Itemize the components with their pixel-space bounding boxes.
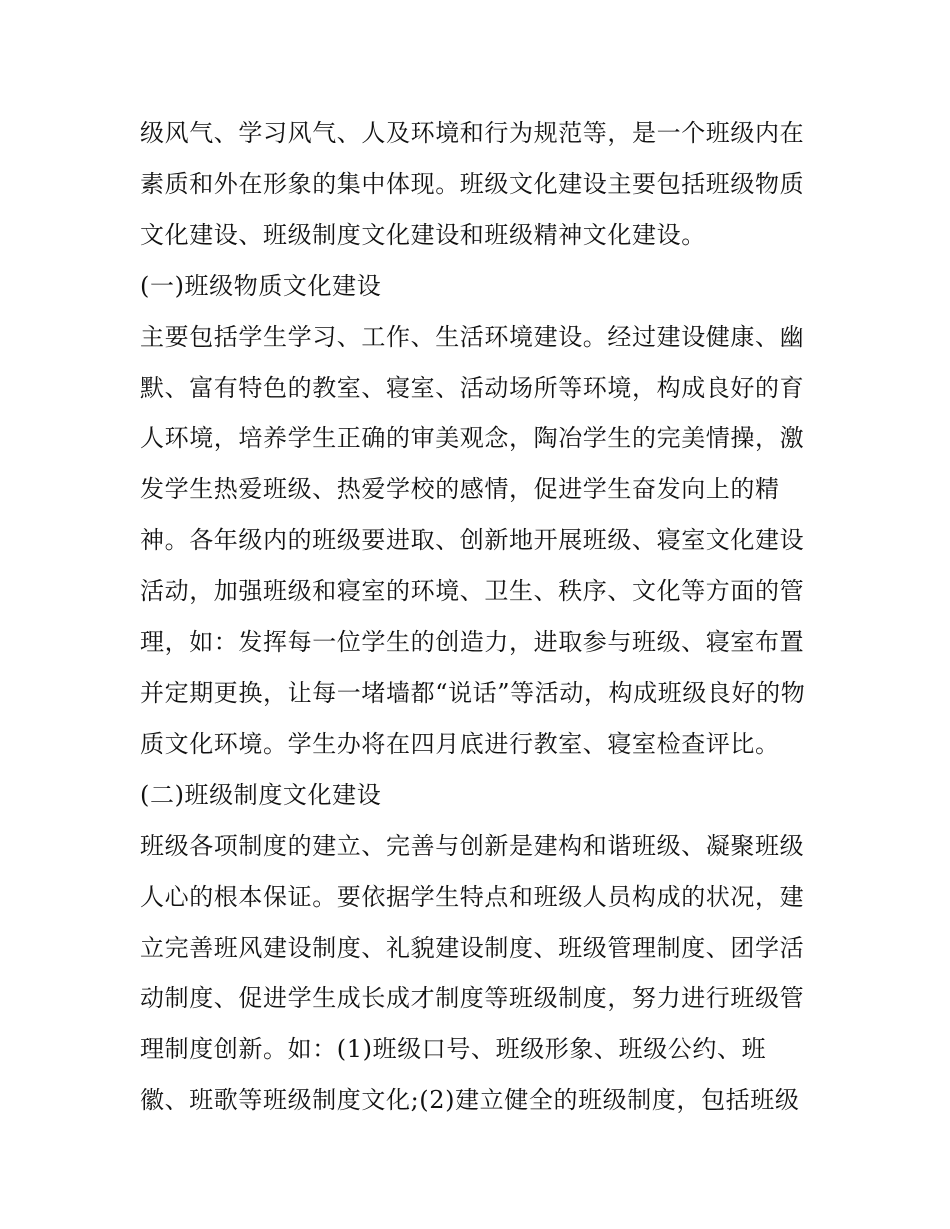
text-line: 立完善班风建设制度、礼貌建设制度、班级管理制度、团学活 <box>140 933 805 962</box>
text-line: 主要包括学生学习、工作、生活环境建设。经过建设健康、幽 <box>140 322 805 351</box>
text-line: 级风气、学习风气、人及环境和行为规范等，是一个班级内在 <box>140 119 805 147</box>
text-line: 发学生热爱班级、热爱学校的感情，促进学生奋发向上的精 <box>140 475 780 504</box>
text-line: 并定期更换，让每一堵墙都“说话”等活动，构成班级良好的物 <box>140 678 806 707</box>
text-line: 人心的根本保证。要依据学生特点和班级人员构成的状况，建 <box>140 882 805 911</box>
text-line: 质文化环境。学生办将在四月底进行教室、寝室检查评比。 <box>140 729 780 758</box>
section-heading: (二)班级制度文化建设 <box>140 780 382 809</box>
text-line: 徽、班歌等班级制度文化;(2)建立健全的班级制度，包括班级 <box>140 1086 800 1115</box>
text-line: 神。各年级内的班级要进取、创新地开展班级、寝室文化建设 <box>140 526 805 555</box>
text-line: 默、富有特色的教室、寝室、活动场所等环境，构成良好的育 <box>140 373 805 402</box>
text-line: 理，如：发挥每一位学生的创造力，进取参与班级、寝室布置 <box>140 628 805 657</box>
text-line: 理制度创新。如：(1)班级口号、班级形象、班级公约、班 <box>140 1035 767 1064</box>
text-line: 活动，加强班级和寝室的环境、卫生、秩序、文化等方面的管 <box>140 577 805 606</box>
text-line: 班级各项制度的建立、完善与创新是建构和谐班级、凝聚班级 <box>140 831 805 860</box>
text-line: 文化建设、班级制度文化建设和班级精神文化建设。 <box>140 220 706 249</box>
text-line: 人环境，培养学生正确的审美观念，陶冶学生的完美情操，激 <box>140 424 805 453</box>
section-heading: (一)班级物质文化建设 <box>140 271 382 300</box>
text-line: 动制度、促进学生成长成才制度等班级制度，努力进行班级管 <box>140 984 805 1013</box>
text-line: 素质和外在形象的集中体现。班级文化建设主要包括班级物质 <box>140 169 805 198</box>
document-body <box>140 108 820 1126</box>
